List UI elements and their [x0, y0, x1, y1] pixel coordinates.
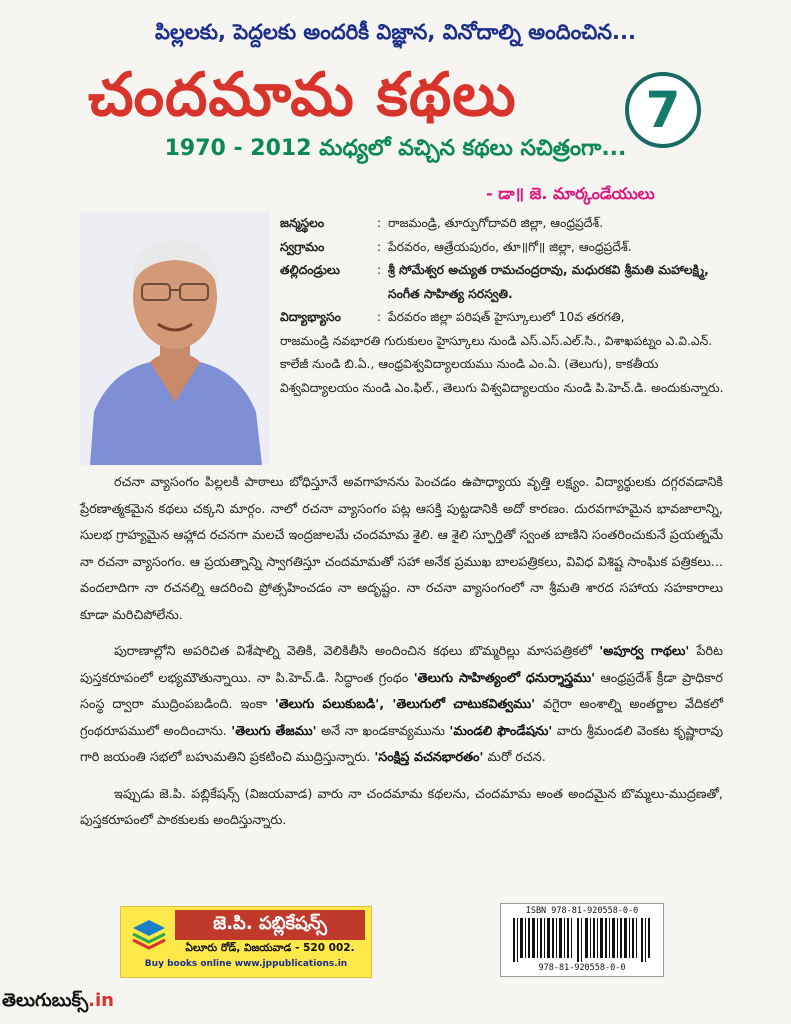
watermark-name: తెలుగుబుక్స్: [2, 990, 89, 1011]
bio-row-parents: [280, 259, 730, 306]
body-text: [80, 470, 723, 845]
author-photo: [80, 212, 270, 465]
isbn-number: 978-81-920558-0-0: [538, 963, 626, 973]
bio-label: జన్మస్థలం: [280, 216, 325, 230]
bio-value: రాజమండ్రి, తూర్పుగోదావరి జిల్లా, ఆంధ్రప్రదేశ్.: [388, 216, 604, 230]
isbn-label: ISBN 978-81-920558-0-0: [525, 906, 639, 916]
author-bio: [280, 212, 730, 400]
bio-separator: :: [376, 310, 382, 324]
barcode-icon: [511, 918, 653, 962]
publisher-name: జె.పి. పబ్లికేషన్స్: [175, 910, 365, 940]
text-run: వగైరా అంశాల్ని అంతర్జాల వేదికలో గ్రంథరూపములో అందించాను.: [80, 697, 724, 739]
bio-separator: :: [376, 239, 382, 254]
paragraph: [80, 639, 723, 772]
text-run: అనే నా ఖండకావ్యమును: [316, 723, 450, 739]
bio-label: తల్లిదండ్రులు: [280, 263, 340, 277]
bio-value: పేరవరం జిల్లా పరిషత్ హైస్కూలులో 10వ తరగతి,: [388, 310, 625, 324]
paragraph: ఇప్పుడు జె.పి. పబ్లికేషన్స్ (విజయవాడ) వారు నా చందమామ కథలను, చందమామ అంత అందమైన బొమ్మలు-ముద్రణతో, పుస్తకరూపంలో పాఠకులకు అందిస్తున్నారు.: [80, 786, 723, 828]
text-run: పురాణాల్లోని అపరిచిత విశేషాల్ని వెతికి, వెలికితీసి అందించిన కథలు బొమ్మరిల్లు మాసపత్రికలో: [114, 644, 600, 659]
text-run: వారు శ్రీమండలి వెంకట కృష్ణారావు గారి జయంతి సభలో బహుమతిని ప్రకటించి ముద్రిస్తున్నారు.: [80, 723, 723, 765]
work-title: 'అపూర్వ గాథలు': [599, 644, 690, 659]
bio-value: శ్రీ సోమేశ్వర అచ్యుత రామచంద్రరావు, మధురకవి శ్రీమతి మహాలక్ష్మి, సంగీత సాహిత్య సరస్వతి.: [388, 263, 709, 301]
bio-row-education: [280, 306, 730, 330]
book-subtitle: 1970 - 2012 మధ్యలో వచ్చిన కథలు సచిత్రంగా...: [164, 136, 627, 161]
work-title: 'సంక్షిప్త వచనభారతం': [374, 750, 484, 765]
publisher-website: Buy books online www.jppublications.in: [144, 959, 348, 969]
isbn-barcode: [500, 903, 664, 977]
watermark-tld: .in: [88, 990, 114, 1011]
paragraph: రచనా వ్యాసంగం పిల్లలకి పాఠాలు బోధిస్తూనే అవగాహనను పెంచడం ఉపాధ్యాయ వృత్తి లక్ష్యం. విద్యార్థులకు దగ్గరవడానికి ప్రేరణాత్మకమైన కథలు చక్కని మార్గం. నాలో రచనా వ్యాసంగం పట్ల ఆసక్తి పుట్టడానికి అదో కారణం. దురవగాహమైన భావజాలాన్ని, సులభ గ్రాహ్యమైన ఆహ్లాద రచనగా మలచే ఇంద్రజాలమే చందమామ శైలి. ఆ శైలి స్ఫూర్తితో స్వంత బాణిని సంతరించుకునే ప్రయత్నమే నా రచనా వ్యాసంగం. ఆ ప్రయత్నాన్ని స్వాగతిస్తూ చందమామతో సహా అనేక ప్రముఖ బాలపత్రికలు, వివిధ విశిష్ట సాంఘిక పత్రికలు... వందలాదిగా నా రచనల్ని ఆదరించి ప్రోత్సహించడం నా అదృష్టం. నా రచనా వ్యాసంగంలో నా శ్రీమతి శారద సహాయ సహకారాలు కూడా మరిచిపోలేను.: [80, 475, 723, 623]
text-run: పేరిట పుస్తకరూపంలో లభ్యమౌతున్నాయి. నా పి.హెచ్.డి. సిద్ధాంత గ్రంథం: [80, 644, 723, 686]
bio-separator: :: [376, 263, 382, 277]
site-watermark: [2, 990, 114, 1015]
work-title: 'తెలుగు తేజము': [231, 723, 317, 739]
text-run: ఆంధ్రప్రదేశ్ క్రీడా ప్రాధికార సంస్థ ద్వారా ముద్రింపబడింది. ఇంకా: [80, 670, 723, 712]
volume-number: 7: [645, 81, 681, 139]
cover-tagline: పిల్లలకు, పెద్దలకు అందరికీ విజ్ఞాన, వినోదాల్ని అందించిన...: [155, 20, 636, 44]
publisher-address: ఏలూరు రోడ్, విజయవాడ - 520 002.: [185, 942, 355, 954]
author-portrait-icon: [80, 212, 270, 465]
book-title: చందమామ కథలు: [88, 60, 517, 130]
bio-label: విద్యాభ్యాసం: [280, 310, 341, 324]
bio-separator: :: [376, 216, 382, 230]
work-title: 'తెలుగు సాహిత్యంలో ధనుర్శాస్త్రము': [413, 670, 596, 686]
bio-label: స్వగ్రామం: [280, 239, 325, 254]
work-title: 'తెలుగు పలుకుబడి', 'తెలుగులో చాటుకవిత్వము': [274, 697, 536, 712]
book-logo-icon: [129, 914, 169, 954]
author-name: - డా॥ జె. మార్కండేయులు: [486, 184, 655, 203]
bio-row-birthplace: [280, 212, 730, 236]
work-title: 'మండలి ఫౌండేషను': [449, 723, 553, 739]
bio-value: పేరవరం, ఆత్రేయపురం, తూ॥గో॥ జిల్లా, ఆంధ్రప్రదేశ్.: [388, 239, 632, 254]
education-details: రాజమండ్రి నవభారతి గురుకులం హైస్కూలు నుండి ఎస్.ఎస్.ఎల్.సి., విశాఖపట్నం ఎ.వి.ఎన్. కాలేజీ నుండి బి.ఏ., ఆంధ్రవిశ్వవిద్యాలయము నుండి ఎం.ఏ. (తెలుగు), కాకతీయ విశ్వవిద్యాలయం నుండి ఎం.ఫిల్., తెలుగు విశ్వవిద్యాలయం నుండి పి.హెచ్.డి. అందుకున్నారు.: [280, 333, 724, 395]
bio-row-native-village: [280, 236, 730, 260]
publisher-logo: [120, 906, 372, 978]
text-run: మరో రచన.: [483, 750, 546, 765]
